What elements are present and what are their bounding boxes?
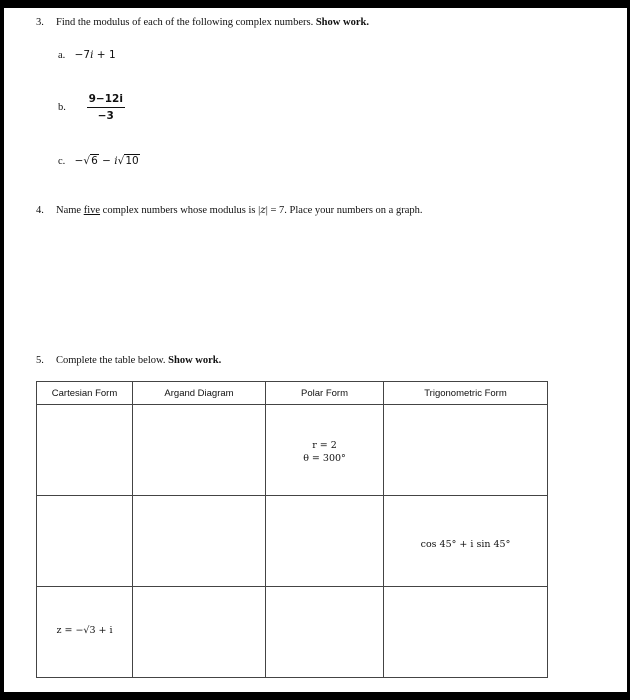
row-3-cartesian-value: z = −√3 + i bbox=[56, 625, 113, 636]
question-4-underlined: five bbox=[83, 205, 101, 216]
question-3c-minus: − bbox=[98, 155, 115, 167]
question-4 bbox=[36, 204, 423, 216]
question-5 bbox=[36, 355, 221, 366]
question-4-mid: complex numbers whose modulus is | bbox=[100, 205, 261, 216]
row-3-argand-cell[interactable] bbox=[133, 587, 266, 678]
question-3-show-work: Show work. bbox=[315, 17, 369, 28]
header-trigonometric-form: Trigonometric Form bbox=[384, 382, 548, 405]
row-3-trig-cell[interactable] bbox=[384, 587, 548, 678]
header-polar-form: Polar Form bbox=[266, 382, 384, 405]
forms-table bbox=[36, 381, 548, 678]
question-3c-expression bbox=[75, 155, 140, 167]
question-3b-numerator: 9−12i bbox=[87, 93, 125, 108]
question-3-text: Find the modulus of each of the following complex numbers. bbox=[56, 17, 314, 28]
question-3a-pre: −7 bbox=[74, 49, 91, 61]
table-row bbox=[37, 405, 548, 496]
question-3c-sign: −√ bbox=[74, 155, 91, 167]
table-row bbox=[37, 496, 548, 587]
question-3 bbox=[36, 17, 369, 28]
question-4-pre: Name bbox=[56, 205, 84, 216]
question-3a-expression bbox=[75, 49, 116, 61]
header-cartesian-form: Cartesian Form bbox=[37, 382, 133, 405]
table-header-row bbox=[37, 382, 548, 405]
question-3a-label: a. bbox=[58, 50, 66, 61]
table-row bbox=[37, 587, 548, 678]
question-3c-radicand-2: 10 bbox=[125, 155, 139, 167]
question-3b-fraction bbox=[87, 93, 125, 122]
bottom-border bbox=[0, 692, 630, 700]
row-2-polar-cell[interactable] bbox=[266, 496, 384, 587]
row-1-cartesian-cell[interactable] bbox=[37, 405, 133, 496]
left-border bbox=[0, 0, 4, 700]
question-3b bbox=[58, 93, 125, 122]
row-1-polar-r: r = 2 bbox=[312, 440, 337, 451]
top-border bbox=[0, 0, 630, 8]
question-3c-radicand-1: 6 bbox=[91, 155, 98, 167]
question-3a-post: + 1 bbox=[93, 49, 116, 61]
row-1-trig-cell[interactable] bbox=[384, 405, 548, 496]
question-5-number: 5. bbox=[36, 355, 44, 366]
question-4-post: | = 7. Place your numbers on a graph. bbox=[265, 205, 423, 216]
row-1-argand-cell[interactable] bbox=[133, 405, 266, 496]
row-3-polar-cell[interactable] bbox=[266, 587, 384, 678]
row-1-polar-cell bbox=[266, 405, 384, 496]
question-5-text: Complete the table below. bbox=[56, 355, 166, 366]
row-2-trig-cell bbox=[384, 496, 548, 587]
row-2-trig-value: cos 45° + i sin 45° bbox=[420, 539, 511, 550]
question-3c-root-sign: √ bbox=[117, 155, 125, 167]
question-3a bbox=[58, 49, 116, 61]
question-3-number: 3. bbox=[36, 17, 44, 28]
question-4-var: z bbox=[260, 204, 266, 216]
question-3a-var: i bbox=[90, 49, 94, 61]
question-4-number: 4. bbox=[36, 205, 44, 216]
question-3c-label: c. bbox=[58, 156, 66, 167]
question-5-show-work: Show work. bbox=[168, 355, 222, 366]
question-3b-label: b. bbox=[58, 101, 66, 113]
row-3-cartesian-cell bbox=[37, 587, 133, 678]
question-3c-var: i bbox=[114, 155, 118, 167]
question-3c bbox=[58, 155, 140, 167]
question-3b-denominator: −3 bbox=[97, 110, 114, 122]
row-2-argand-cell[interactable] bbox=[133, 496, 266, 587]
row-2-cartesian-cell[interactable] bbox=[37, 496, 133, 587]
header-argand-diagram: Argand Diagram bbox=[133, 382, 266, 405]
row-1-polar-theta: θ = 300° bbox=[303, 453, 346, 464]
